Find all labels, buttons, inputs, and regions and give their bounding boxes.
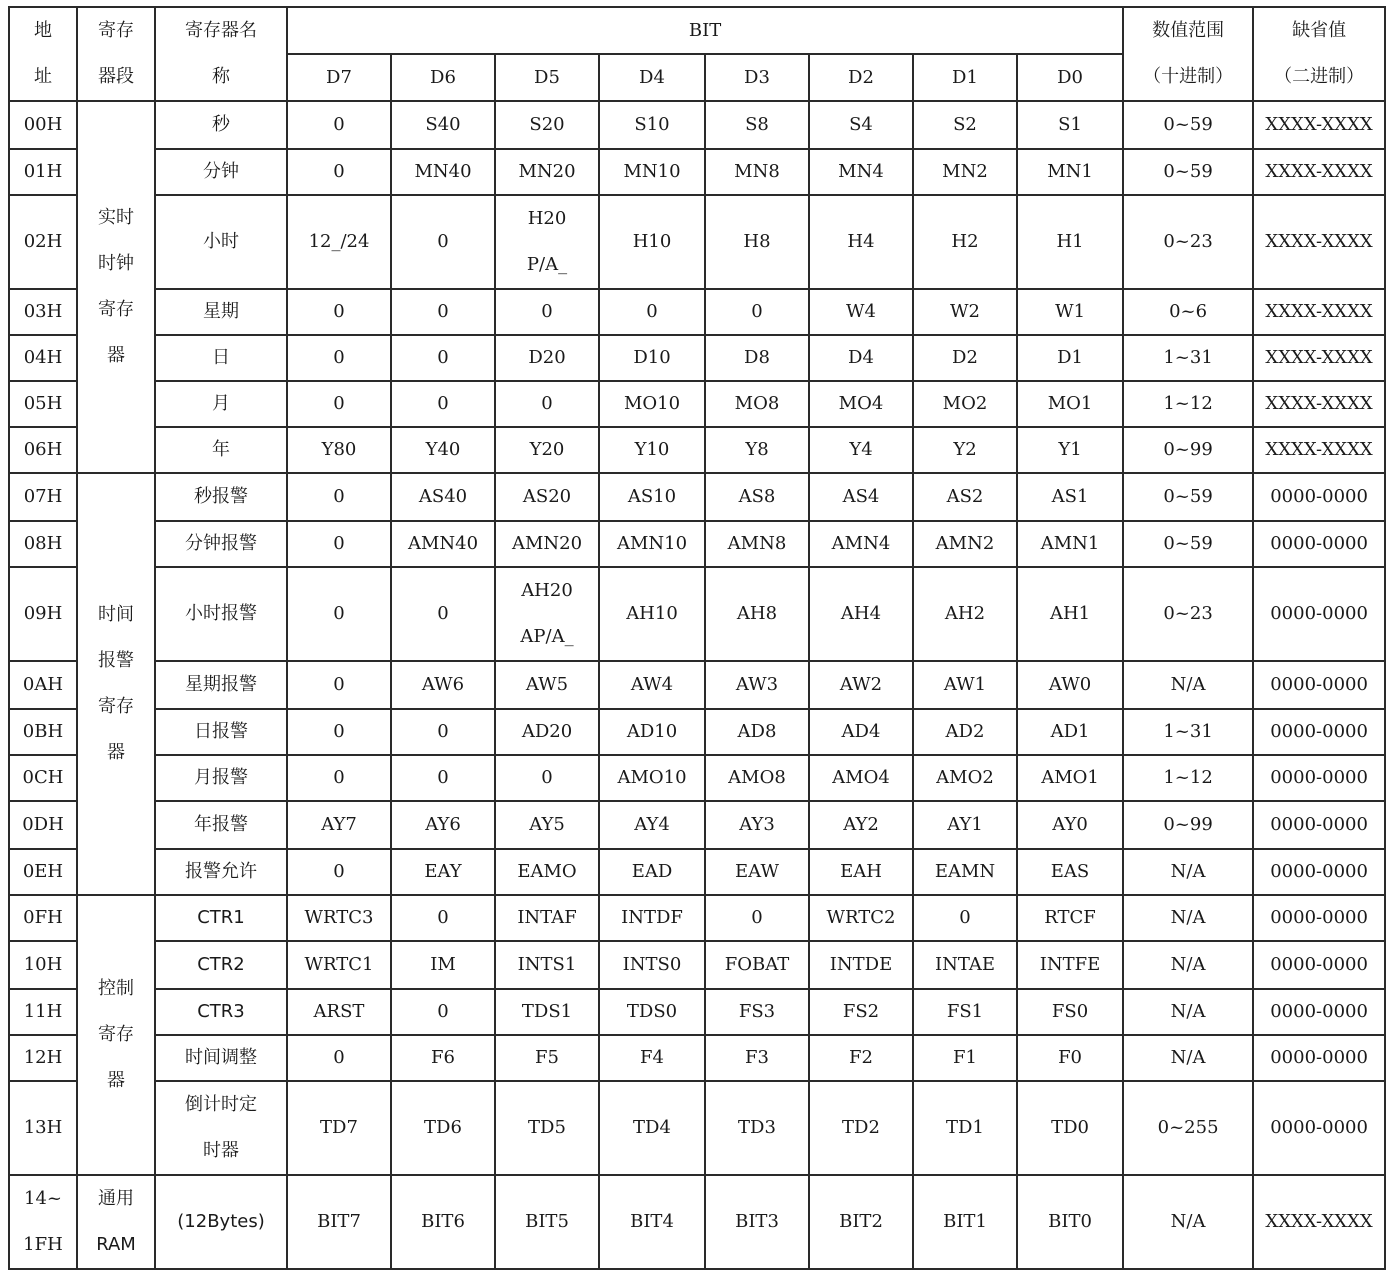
bit-cell-d1: 0 xyxy=(913,895,1017,941)
range-cell: N/A xyxy=(1123,989,1253,1035)
segment-cell: 通用 RAM xyxy=(77,1175,155,1269)
bit-cell-d0: D1 xyxy=(1017,335,1123,381)
bit-cell-d6: IM xyxy=(391,941,495,989)
address-cell: 08H xyxy=(9,521,77,567)
bit-cell-d5: BIT5 xyxy=(495,1175,599,1269)
bit-cell-d7: 0 xyxy=(287,709,391,755)
table-row xyxy=(9,473,1385,521)
bit-cell-d4: AH10 xyxy=(599,567,705,661)
range-cell: N/A xyxy=(1123,1035,1253,1081)
bit-cell-d2: AY2 xyxy=(809,801,913,849)
bit-cell-d7: 0 xyxy=(287,567,391,661)
register-name-cell: 年 xyxy=(155,427,287,473)
range-cell: 0~59 xyxy=(1123,149,1253,195)
table-row xyxy=(9,195,1385,289)
header-address: 地 址 xyxy=(9,7,77,101)
bit-cell-d4: MO10 xyxy=(599,381,705,427)
bit-cell-d7: 0 xyxy=(287,521,391,567)
address-cell: 0DH xyxy=(9,801,77,849)
bit-cell-d3: TD3 xyxy=(705,1081,809,1175)
default-cell: XXXX-XXXX xyxy=(1253,149,1385,195)
bit-cell-d6: AY6 xyxy=(391,801,495,849)
header-bit: BIT xyxy=(287,7,1123,54)
bit-cell-d0: H1 xyxy=(1017,195,1123,289)
bit-cell-d0: AMO1 xyxy=(1017,755,1123,801)
register-name-cell: 秒报警 xyxy=(155,473,287,521)
bit-cell-d0: AW0 xyxy=(1017,661,1123,709)
bit-cell-d0: AY0 xyxy=(1017,801,1123,849)
register-name-cell: 日 xyxy=(155,335,287,381)
range-cell: 0~255 xyxy=(1123,1081,1253,1175)
bit-cell-d2: S4 xyxy=(809,101,913,149)
address-cell: 07H xyxy=(9,473,77,521)
bit-cell-d6: AS40 xyxy=(391,473,495,521)
bit-cell-d3: S8 xyxy=(705,101,809,149)
bit-cell-d6: 0 xyxy=(391,567,495,661)
bit-cell-d4: TD4 xyxy=(599,1081,705,1175)
bit-cell-d3: FS3 xyxy=(705,989,809,1035)
bit-cell-d5: 0 xyxy=(495,289,599,335)
default-cell: 0000-0000 xyxy=(1253,849,1385,895)
default-cell: 0000-0000 xyxy=(1253,521,1385,567)
register-name-cell: 星期 xyxy=(155,289,287,335)
table-row xyxy=(9,335,1385,381)
bit-cell-d1: Y2 xyxy=(913,427,1017,473)
table-row xyxy=(9,941,1385,989)
bit-cell-d4: INTS0 xyxy=(599,941,705,989)
bit-cell-d5: TDS1 xyxy=(495,989,599,1035)
bit-cell-d7: 0 xyxy=(287,661,391,709)
range-cell: 0~59 xyxy=(1123,521,1253,567)
range-cell: 0~99 xyxy=(1123,801,1253,849)
address-cell: 01H xyxy=(9,149,77,195)
bit-cell-d4: S10 xyxy=(599,101,705,149)
header-bit-d2: D2 xyxy=(809,54,913,101)
table-row xyxy=(9,427,1385,473)
bit-cell-d3: EAW xyxy=(705,849,809,895)
bit-cell-d1: AD2 xyxy=(913,709,1017,755)
bit-cell-d0: BIT0 xyxy=(1017,1175,1123,1269)
bit-cell-d0: MO1 xyxy=(1017,381,1123,427)
bit-cell-d6: AMN40 xyxy=(391,521,495,567)
bit-cell-d4: F4 xyxy=(599,1035,705,1081)
bit-cell-d4: INTDF xyxy=(599,895,705,941)
bit-cell-d5: AH20 AP/A_ xyxy=(495,567,599,661)
bit-cell-d1: MN2 xyxy=(913,149,1017,195)
bit-cell-d7: BIT7 xyxy=(287,1175,391,1269)
bit-cell-d5: EAMO xyxy=(495,849,599,895)
bit-cell-d1: AS2 xyxy=(913,473,1017,521)
bit-cell-d2: W4 xyxy=(809,289,913,335)
bit-cell-d1: D2 xyxy=(913,335,1017,381)
header-range: 数值范围 （十进制） xyxy=(1123,7,1253,101)
table-row xyxy=(9,1035,1385,1081)
bit-cell-d2: WRTC2 xyxy=(809,895,913,941)
bit-cell-d3: BIT3 xyxy=(705,1175,809,1269)
bit-cell-d3: AMO8 xyxy=(705,755,809,801)
table-row xyxy=(9,289,1385,335)
bit-cell-d1: AMO2 xyxy=(913,755,1017,801)
bit-cell-d4: H10 xyxy=(599,195,705,289)
bit-cell-d2: D4 xyxy=(809,335,913,381)
bit-cell-d5: Y20 xyxy=(495,427,599,473)
register-name-cell: 分钟报警 xyxy=(155,521,287,567)
bit-cell-d3: F3 xyxy=(705,1035,809,1081)
register-name-cell: 月报警 xyxy=(155,755,287,801)
bit-cell-d5: AW5 xyxy=(495,661,599,709)
bit-cell-d1: AY1 xyxy=(913,801,1017,849)
bit-cell-d0: AD1 xyxy=(1017,709,1123,755)
address-cell: 10H xyxy=(9,941,77,989)
bit-cell-d1: AMN2 xyxy=(913,521,1017,567)
default-cell: 0000-0000 xyxy=(1253,1035,1385,1081)
default-cell: XXXX-XXXX xyxy=(1253,381,1385,427)
segment-cell: 实时 时钟 寄存 器 xyxy=(77,101,155,473)
bit-cell-d6: Y40 xyxy=(391,427,495,473)
bit-cell-d2: EAH xyxy=(809,849,913,895)
table-row xyxy=(9,101,1385,149)
bit-cell-d0: FS0 xyxy=(1017,989,1123,1035)
header-default: 缺省值 （二进制） xyxy=(1253,7,1385,101)
default-cell: 0000-0000 xyxy=(1253,895,1385,941)
bit-cell-d5: AY5 xyxy=(495,801,599,849)
bit-cell-d4: AMO10 xyxy=(599,755,705,801)
bit-cell-d0: MN1 xyxy=(1017,149,1123,195)
bit-cell-d6: TD6 xyxy=(391,1081,495,1175)
bit-cell-d3: AY3 xyxy=(705,801,809,849)
default-cell: 0000-0000 xyxy=(1253,941,1385,989)
bit-cell-d3: 0 xyxy=(705,289,809,335)
range-cell: 0~6 xyxy=(1123,289,1253,335)
bit-cell-d5: H20 P/A_ xyxy=(495,195,599,289)
bit-cell-d5: 0 xyxy=(495,381,599,427)
range-cell: 1~31 xyxy=(1123,709,1253,755)
bit-cell-d4: TDS0 xyxy=(599,989,705,1035)
bit-cell-d0: RTCF xyxy=(1017,895,1123,941)
bit-cell-d7: 0 xyxy=(287,149,391,195)
range-cell: 0~59 xyxy=(1123,101,1253,149)
register-name-cell: (12Bytes) xyxy=(155,1175,287,1269)
address-cell: 0EH xyxy=(9,849,77,895)
bit-cell-d7: TD7 xyxy=(287,1081,391,1175)
bit-cell-d4: MN10 xyxy=(599,149,705,195)
bit-cell-d3: MO8 xyxy=(705,381,809,427)
register-name-cell: 年报警 xyxy=(155,801,287,849)
bit-cell-d2: H4 xyxy=(809,195,913,289)
bit-cell-d4: AMN10 xyxy=(599,521,705,567)
address-cell: 0BH xyxy=(9,709,77,755)
table-row xyxy=(9,895,1385,941)
bit-cell-d5: INTS1 xyxy=(495,941,599,989)
header-segment: 寄存 器段 xyxy=(77,7,155,101)
bit-cell-d2: Y4 xyxy=(809,427,913,473)
range-cell: 0~59 xyxy=(1123,473,1253,521)
register-name-cell: CTR3 xyxy=(155,989,287,1035)
address-cell: 02H xyxy=(9,195,77,289)
bit-cell-d5: AS20 xyxy=(495,473,599,521)
table-row xyxy=(9,661,1385,709)
segment-cell: 时间 报警 寄存 器 xyxy=(77,473,155,895)
header-bit-d7: D7 xyxy=(287,54,391,101)
bit-cell-d5: AD20 xyxy=(495,709,599,755)
table-row xyxy=(9,1175,1385,1269)
bit-cell-d5: TD5 xyxy=(495,1081,599,1175)
register-name-cell: 星期报警 xyxy=(155,661,287,709)
bit-cell-d6: 0 xyxy=(391,755,495,801)
bit-cell-d7: WRTC3 xyxy=(287,895,391,941)
table-row xyxy=(9,149,1385,195)
range-cell: 1~31 xyxy=(1123,335,1253,381)
bit-cell-d2: AMN4 xyxy=(809,521,913,567)
bit-cell-d3: AD8 xyxy=(705,709,809,755)
bit-cell-d7: 0 xyxy=(287,381,391,427)
register-name-cell: 时间调整 xyxy=(155,1035,287,1081)
bit-cell-d4: AD10 xyxy=(599,709,705,755)
default-cell: XXXX-XXXX xyxy=(1253,335,1385,381)
bit-cell-d3: H8 xyxy=(705,195,809,289)
default-cell: XXXX-XXXX xyxy=(1253,195,1385,289)
address-cell: 0AH xyxy=(9,661,77,709)
table-row xyxy=(9,989,1385,1035)
register-name-cell: CTR2 xyxy=(155,941,287,989)
table-row xyxy=(9,801,1385,849)
bit-cell-d6: EAY xyxy=(391,849,495,895)
bit-cell-d7: 0 xyxy=(287,755,391,801)
bit-cell-d4: EAD xyxy=(599,849,705,895)
bit-cell-d0: AMN1 xyxy=(1017,521,1123,567)
range-cell: 0~23 xyxy=(1123,195,1253,289)
bit-cell-d3: AW3 xyxy=(705,661,809,709)
bit-cell-d2: AD4 xyxy=(809,709,913,755)
address-cell: 0FH xyxy=(9,895,77,941)
bit-cell-d0: AS1 xyxy=(1017,473,1123,521)
bit-cell-d1: AH2 xyxy=(913,567,1017,661)
table-row xyxy=(9,849,1385,895)
header-register-name: 寄存器名 称 xyxy=(155,7,287,101)
bit-cell-d5: F5 xyxy=(495,1035,599,1081)
bit-cell-d1: F1 xyxy=(913,1035,1017,1081)
bit-cell-d6: F6 xyxy=(391,1035,495,1081)
bit-cell-d1: BIT1 xyxy=(913,1175,1017,1269)
bit-cell-d0: EAS xyxy=(1017,849,1123,895)
bit-cell-d4: AY4 xyxy=(599,801,705,849)
bit-cell-d7: 0 xyxy=(287,849,391,895)
default-cell: XXXX-XXXX xyxy=(1253,101,1385,149)
bit-cell-d7: 0 xyxy=(287,289,391,335)
bit-cell-d6: MN40 xyxy=(391,149,495,195)
register-name-cell: 倒计时定 时器 xyxy=(155,1081,287,1175)
bit-cell-d6: 0 xyxy=(391,989,495,1035)
bit-cell-d2: FS2 xyxy=(809,989,913,1035)
bit-cell-d7: 0 xyxy=(287,101,391,149)
address-cell: 09H xyxy=(9,567,77,661)
bit-cell-d5: S20 xyxy=(495,101,599,149)
bit-cell-d0: Y1 xyxy=(1017,427,1123,473)
bit-cell-d5: 0 xyxy=(495,755,599,801)
header-bit-d5: D5 xyxy=(495,54,599,101)
bit-cell-d6: AW6 xyxy=(391,661,495,709)
address-cell: 04H xyxy=(9,335,77,381)
table-row xyxy=(9,521,1385,567)
bit-cell-d6: 0 xyxy=(391,335,495,381)
range-cell: N/A xyxy=(1123,661,1253,709)
bit-cell-d2: BIT2 xyxy=(809,1175,913,1269)
bit-cell-d1: MO2 xyxy=(913,381,1017,427)
default-cell: 0000-0000 xyxy=(1253,801,1385,849)
bit-cell-d5: D20 xyxy=(495,335,599,381)
bit-cell-d6: 0 xyxy=(391,289,495,335)
default-cell: 0000-0000 xyxy=(1253,989,1385,1035)
default-cell: XXXX-XXXX xyxy=(1253,427,1385,473)
bit-cell-d6: 0 xyxy=(391,195,495,289)
default-cell: XXXX-XXXX xyxy=(1253,289,1385,335)
bit-cell-d4: AS10 xyxy=(599,473,705,521)
bit-cell-d2: INTDE xyxy=(809,941,913,989)
register-name-cell: 小时 xyxy=(155,195,287,289)
segment-cell: 控制 寄存 器 xyxy=(77,895,155,1175)
bit-cell-d7: 0 xyxy=(287,335,391,381)
bit-cell-d3: D8 xyxy=(705,335,809,381)
header-bit-d3: D3 xyxy=(705,54,809,101)
bit-cell-d4: D10 xyxy=(599,335,705,381)
range-cell: 0~23 xyxy=(1123,567,1253,661)
default-cell: XXXX-XXXX xyxy=(1253,1175,1385,1269)
bit-cell-d3: 0 xyxy=(705,895,809,941)
bit-cell-d1: W2 xyxy=(913,289,1017,335)
bit-cell-d6: 0 xyxy=(391,895,495,941)
bit-cell-d4: 0 xyxy=(599,289,705,335)
bit-cell-d1: FS1 xyxy=(913,989,1017,1035)
bit-cell-d0: S1 xyxy=(1017,101,1123,149)
register-name-cell: 月 xyxy=(155,381,287,427)
bit-cell-d7: Y80 xyxy=(287,427,391,473)
bit-cell-d7: AY7 xyxy=(287,801,391,849)
address-cell: 14~ 1FH xyxy=(9,1175,77,1269)
table-row xyxy=(9,381,1385,427)
bit-cell-d0: INTFE xyxy=(1017,941,1123,989)
bit-cell-d5: MN20 xyxy=(495,149,599,195)
bit-cell-d2: TD2 xyxy=(809,1081,913,1175)
bit-cell-d0: F0 xyxy=(1017,1035,1123,1081)
bit-cell-d0: TD0 xyxy=(1017,1081,1123,1175)
bit-cell-d1: AW1 xyxy=(913,661,1017,709)
bit-cell-d3: AH8 xyxy=(705,567,809,661)
header-bit-d1: D1 xyxy=(913,54,1017,101)
bit-cell-d2: F2 xyxy=(809,1035,913,1081)
bit-cell-d7: 0 xyxy=(287,473,391,521)
bit-cell-d2: AMO4 xyxy=(809,755,913,801)
bit-cell-d5: AMN20 xyxy=(495,521,599,567)
header-bit-d0: D0 xyxy=(1017,54,1123,101)
address-cell: 05H xyxy=(9,381,77,427)
header-bit-d6: D6 xyxy=(391,54,495,101)
default-cell: 0000-0000 xyxy=(1253,661,1385,709)
table-row xyxy=(9,709,1385,755)
range-cell: 0~99 xyxy=(1123,427,1253,473)
bit-cell-d2: MN4 xyxy=(809,149,913,195)
register-name-cell: 日报警 xyxy=(155,709,287,755)
bit-cell-d2: AH4 xyxy=(809,567,913,661)
bit-cell-d6: S40 xyxy=(391,101,495,149)
address-cell: 06H xyxy=(9,427,77,473)
bit-cell-d6: 0 xyxy=(391,381,495,427)
range-cell: N/A xyxy=(1123,941,1253,989)
bit-cell-d4: Y10 xyxy=(599,427,705,473)
bit-cell-d7: 0 xyxy=(287,1035,391,1081)
address-cell: 00H xyxy=(9,101,77,149)
bit-cell-d2: AW2 xyxy=(809,661,913,709)
bit-cell-d3: FOBAT xyxy=(705,941,809,989)
range-cell: N/A xyxy=(1123,849,1253,895)
address-cell: 11H xyxy=(9,989,77,1035)
register-name-cell: 报警允许 xyxy=(155,849,287,895)
address-cell: 03H xyxy=(9,289,77,335)
default-cell: 0000-0000 xyxy=(1253,709,1385,755)
default-cell: 0000-0000 xyxy=(1253,473,1385,521)
bit-cell-d3: Y8 xyxy=(705,427,809,473)
register-name-cell: CTR1 xyxy=(155,895,287,941)
bit-cell-d1: H2 xyxy=(913,195,1017,289)
bit-cell-d0: W1 xyxy=(1017,289,1123,335)
register-name-cell: 小时报警 xyxy=(155,567,287,661)
header-bit-d4: D4 xyxy=(599,54,705,101)
register-name-cell: 秒 xyxy=(155,101,287,149)
register-table xyxy=(8,6,1386,1270)
address-cell: 0CH xyxy=(9,755,77,801)
default-cell: 0000-0000 xyxy=(1253,755,1385,801)
bit-cell-d7: WRTC1 xyxy=(287,941,391,989)
address-cell: 12H xyxy=(9,1035,77,1081)
default-cell: 0000-0000 xyxy=(1253,567,1385,661)
bit-cell-d0: AH1 xyxy=(1017,567,1123,661)
bit-cell-d6: 0 xyxy=(391,709,495,755)
bit-cell-d1: TD1 xyxy=(913,1081,1017,1175)
default-cell: 0000-0000 xyxy=(1253,1081,1385,1175)
bit-cell-d5: INTAF xyxy=(495,895,599,941)
bit-cell-d3: AS8 xyxy=(705,473,809,521)
bit-cell-d4: BIT4 xyxy=(599,1175,705,1269)
bit-cell-d6: BIT6 xyxy=(391,1175,495,1269)
bit-cell-d7: ARST xyxy=(287,989,391,1035)
address-cell: 13H xyxy=(9,1081,77,1175)
bit-cell-d1: EAMN xyxy=(913,849,1017,895)
bit-cell-d1: INTAE xyxy=(913,941,1017,989)
register-name-cell: 分钟 xyxy=(155,149,287,195)
bit-cell-d1: S2 xyxy=(913,101,1017,149)
table-row xyxy=(9,1081,1385,1175)
bit-cell-d4: AW4 xyxy=(599,661,705,709)
bit-cell-d3: AMN8 xyxy=(705,521,809,567)
bit-cell-d7: 12_/24 xyxy=(287,195,391,289)
range-cell: N/A xyxy=(1123,895,1253,941)
range-cell: N/A xyxy=(1123,1175,1253,1269)
table-row xyxy=(9,567,1385,661)
range-cell: 1~12 xyxy=(1123,381,1253,427)
range-cell: 1~12 xyxy=(1123,755,1253,801)
bit-cell-d3: MN8 xyxy=(705,149,809,195)
bit-cell-d2: AS4 xyxy=(809,473,913,521)
table-row xyxy=(9,755,1385,801)
bit-cell-d2: MO4 xyxy=(809,381,913,427)
